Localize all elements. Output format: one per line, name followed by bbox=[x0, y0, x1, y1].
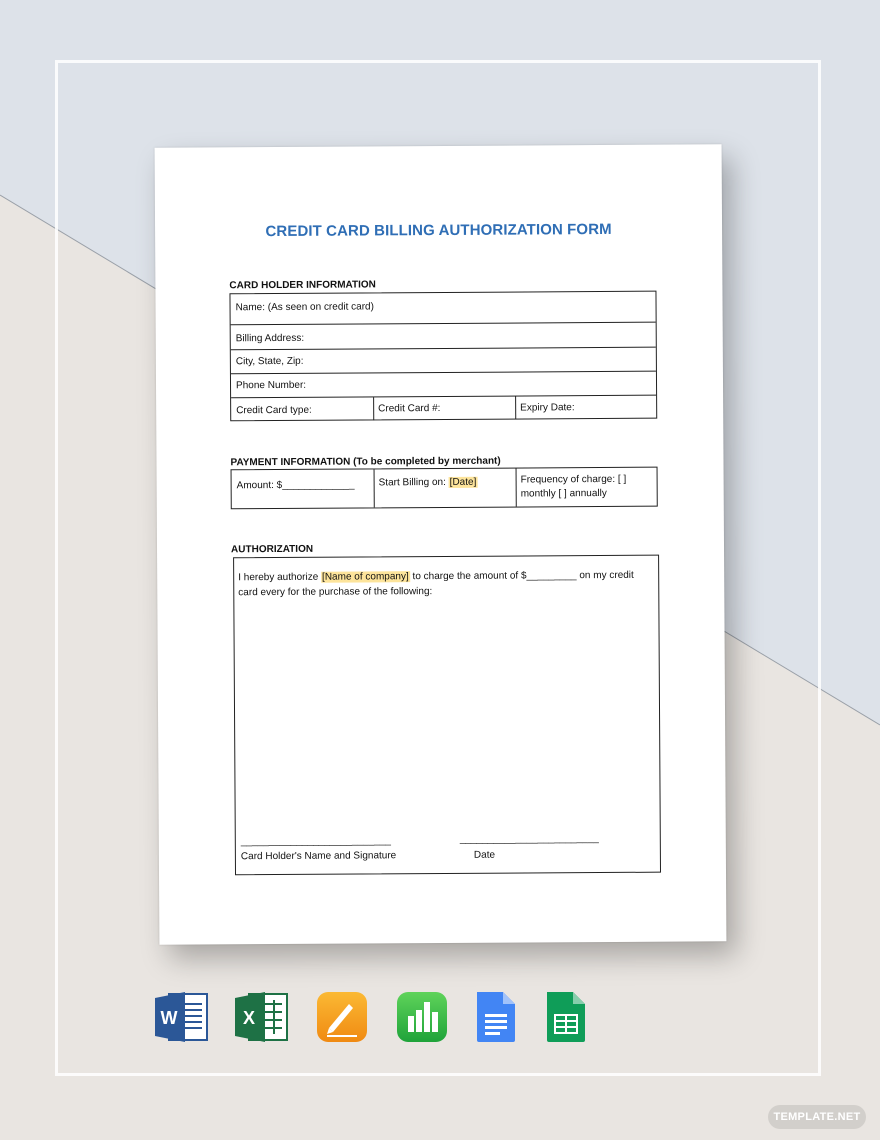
amount-text: to charge the amount of $_________ on my credit bbox=[412, 569, 634, 583]
page-title: CREDIT CARD BILLING AUTHORIZATION FORM bbox=[265, 220, 612, 241]
frequency-line-2[interactable]: monthly [ ] annually bbox=[520, 487, 607, 500]
start-billing-label: Start Billing on: bbox=[378, 476, 446, 489]
billing-address-field[interactable]: Billing Address: bbox=[235, 332, 305, 345]
watermark-badge: TEMPLATE.NET bbox=[768, 1105, 866, 1129]
card-holder-table bbox=[229, 291, 657, 422]
company-placeholder: [Name of company] bbox=[322, 571, 409, 583]
excel-icon[interactable] bbox=[235, 990, 289, 1044]
city-state-zip-field[interactable]: City, State, Zip: bbox=[235, 355, 304, 368]
payment-heading: PAYMENT INFORMATION (To be completed by merchant) bbox=[230, 455, 501, 469]
signature-line[interactable]: ___________________________ bbox=[240, 835, 392, 848]
authorization-heading: AUTHORIZATION bbox=[230, 543, 314, 556]
name-field[interactable]: Name: (As seen on credit card) bbox=[235, 301, 374, 314]
date-placeholder: [Date] bbox=[449, 476, 477, 488]
phone-field[interactable]: Phone Number: bbox=[235, 379, 307, 392]
city-state-zip-row bbox=[231, 347, 656, 374]
payment-table bbox=[231, 467, 658, 510]
divider bbox=[515, 397, 516, 420]
numbers-icon[interactable] bbox=[395, 990, 449, 1044]
expiry-date-field[interactable]: Expiry Date: bbox=[520, 402, 575, 414]
card-number-field[interactable]: Credit Card #: bbox=[378, 402, 441, 415]
card-details-row bbox=[231, 395, 656, 422]
frequency-line-1[interactable]: Frequency of charge: [ ] bbox=[520, 473, 627, 486]
google-sheets-icon[interactable] bbox=[543, 990, 589, 1044]
word-letter: W bbox=[160, 1008, 178, 1028]
word-icon[interactable] bbox=[155, 990, 209, 1044]
signature-label: Card Holder's Name and Signature bbox=[240, 850, 397, 863]
phone-row bbox=[231, 371, 656, 398]
form-document bbox=[155, 144, 727, 944]
divider bbox=[373, 397, 374, 420]
pages-icon[interactable] bbox=[315, 990, 369, 1044]
date-label: Date bbox=[473, 849, 496, 861]
excel-letter: X bbox=[242, 1008, 256, 1028]
authorization-text-line-2: card every for the purchase of the following: bbox=[238, 586, 433, 599]
start-billing-field[interactable] bbox=[379, 477, 478, 489]
authorization-text-line-1 bbox=[238, 570, 634, 583]
card-type-field[interactable]: Credit Card type: bbox=[236, 404, 312, 417]
authorization-box bbox=[233, 555, 661, 876]
billing-address-row bbox=[231, 322, 656, 350]
divider bbox=[374, 469, 375, 507]
card-holder-heading: CARD HOLDER INFORMATION bbox=[229, 279, 376, 292]
google-docs-icon[interactable] bbox=[473, 990, 519, 1044]
date-line[interactable]: _________________________ bbox=[459, 833, 599, 845]
amount-field[interactable]: Amount: $_____________ bbox=[236, 479, 355, 492]
authorize-text: I hereby authorize bbox=[238, 571, 319, 584]
divider bbox=[516, 469, 517, 507]
